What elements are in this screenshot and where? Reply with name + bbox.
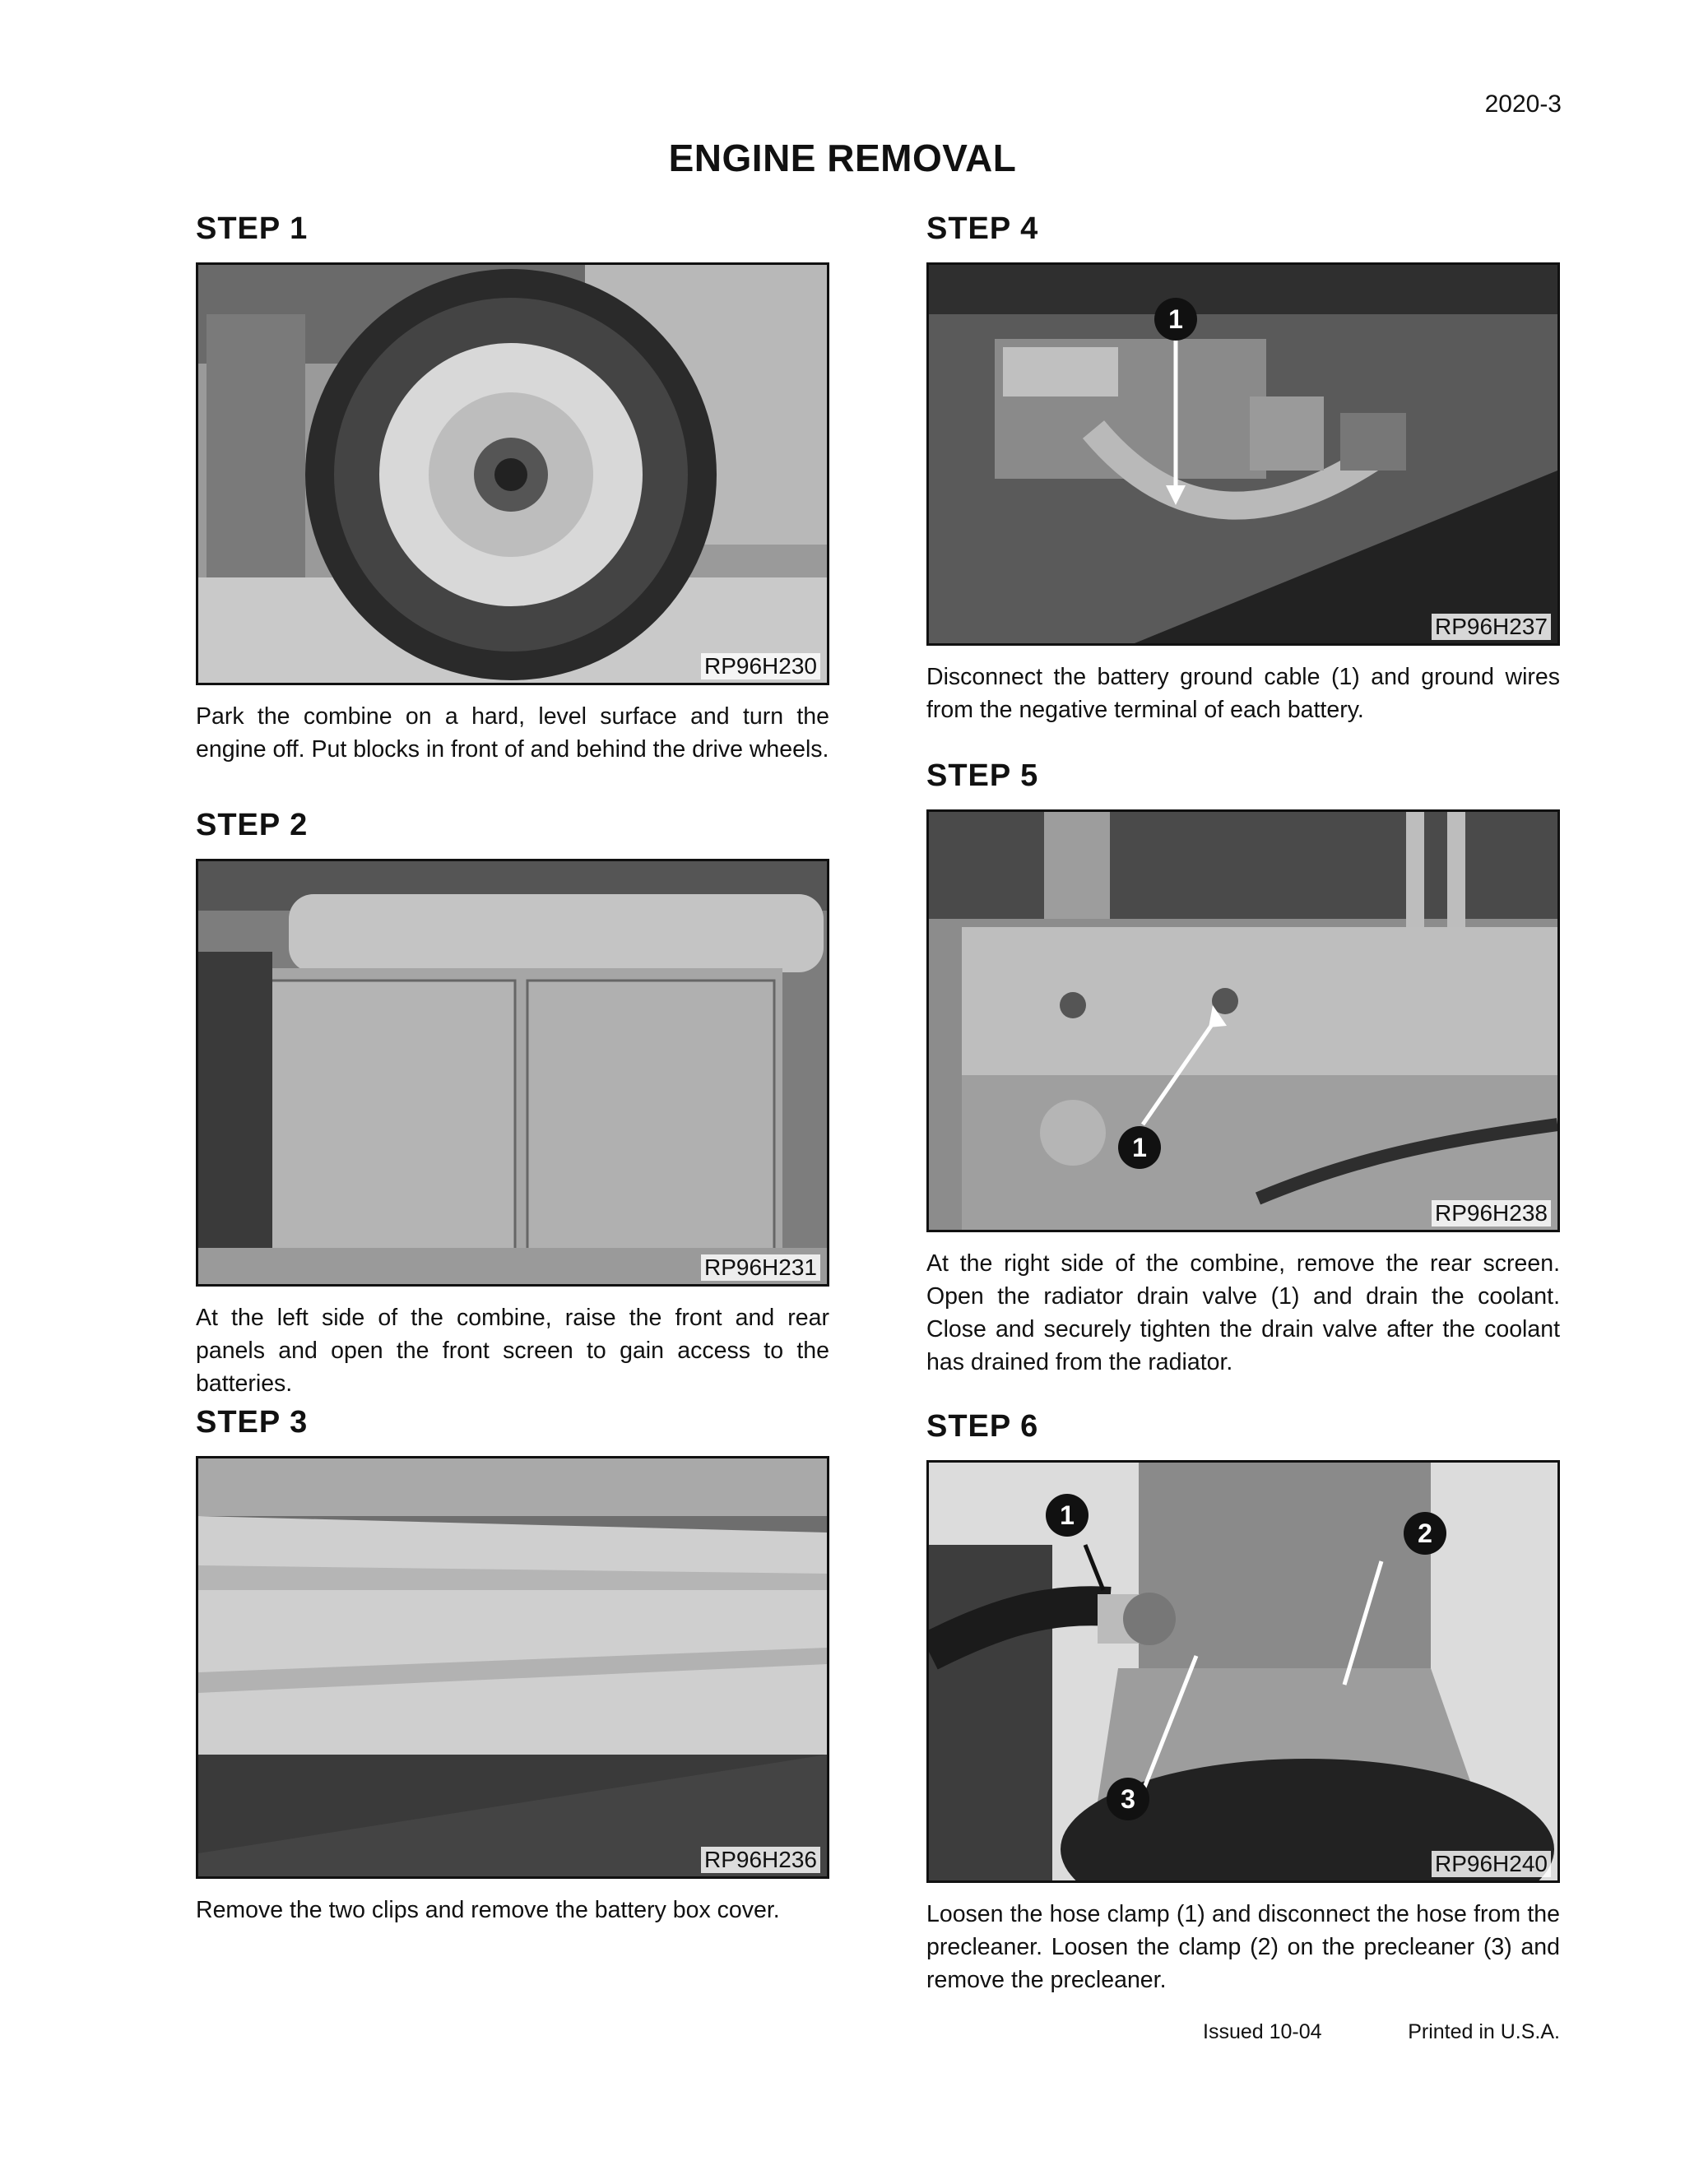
step-4-callout-1: 1 [1154,298,1197,341]
step-2-photo [196,859,829,1287]
battery-ground-cable-photo [929,265,1557,643]
step-1 [196,210,829,766]
step-2-text: At the left side of the combine, raise the front and rear panels and open the front screen to gain access to the batteries. [196,1305,829,1397]
step-6-callout-3: 3 [1107,1778,1149,1820]
step-5-photo [926,809,1560,1232]
step-6-callout-1: 1 [1046,1494,1089,1537]
step-3 [196,1403,829,1927]
step-6-callout-2: 2 [1404,1512,1446,1555]
step-5 [926,757,1560,1379]
step-2-heading: STEP 2 [196,808,309,842]
step-4-figure-id: RP96H237 [1432,614,1551,640]
footer-printed: Printed in U.S.A. [1408,2020,1560,2043]
radiator-screen-photo [198,861,827,1284]
step-3-figure-id: RP96H236 [701,1847,820,1873]
step-6 [926,1407,1560,1996]
footer-issued: Issued 10-04 [1203,2020,1322,2043]
step-5-callout-1: 1 [1118,1126,1161,1169]
step-4-text: Disconnect the battery ground cable (1) and ground wires from the negative terminal of each battery. [926,664,1560,723]
step-3-heading: STEP 3 [196,1405,309,1440]
step-2 [196,806,829,1400]
precleaner-photo [929,1463,1557,1880]
step-4-photo [926,262,1560,646]
step-1-text: Park the combine on a hard, level surface and turn the engine off. Put blocks in front of and behind the drive wheels. [196,703,829,763]
step-5-text: At the right side of the combine, remove the rear screen. Open the radiator drain valve (1) and drain the coolant. Close and securely tighten the drain valve after the coolant has drained from the radiator. [926,1250,1560,1375]
combine-wheel-photo [198,265,827,683]
step-4 [926,210,1560,726]
step-4-heading: STEP 4 [926,211,1039,246]
step-6-figure-id: RP96H240 [1432,1851,1551,1877]
step-3-photo [196,1456,829,1879]
step-6-text: Loosen the hose clamp (1) and disconnect the hose from the precleaner. Loosen the clamp (2) on the precleaner (3) and remove the precleaner. [926,1901,1560,1993]
page-number: 2020-3 [1484,90,1562,118]
step-1-heading: STEP 1 [196,211,309,246]
page-title: ENGINE REMOVAL [668,137,1017,179]
step-5-heading: STEP 5 [926,758,1039,793]
battery-box-cover-photo [198,1458,827,1876]
step-1-photo [196,262,829,685]
step-2-figure-id: RP96H231 [701,1254,820,1281]
step-6-heading: STEP 6 [926,1409,1039,1444]
radiator-drain-valve-photo [929,812,1557,1230]
step-6-photo [926,1460,1560,1883]
step-3-text: Remove the two clips and remove the battery box cover. [196,1897,780,1923]
step-5-figure-id: RP96H238 [1432,1200,1551,1226]
step-1-figure-id: RP96H230 [701,653,820,679]
